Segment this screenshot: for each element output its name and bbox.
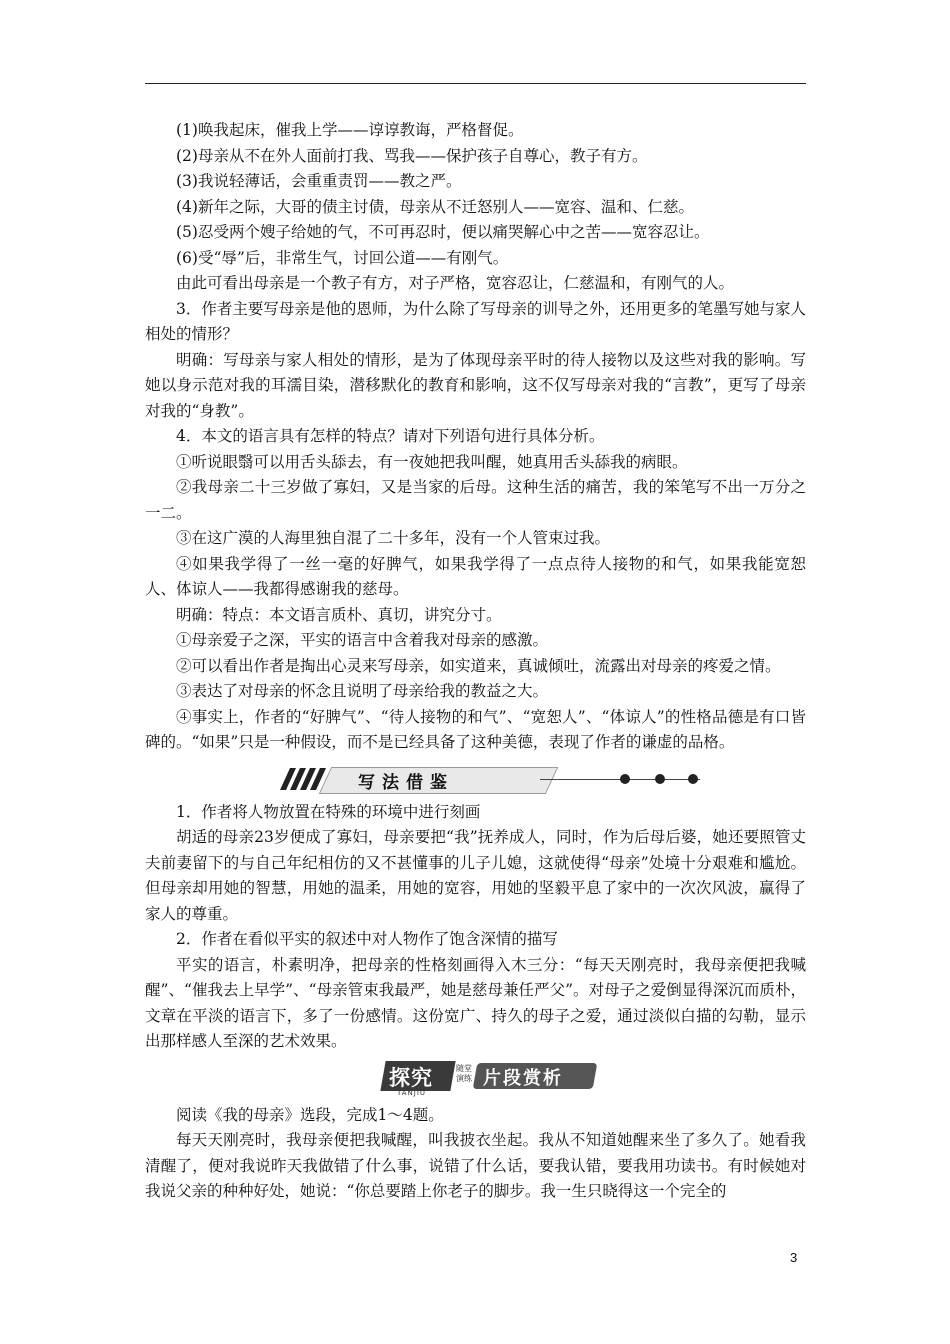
paragraph: 平实的语言，朴素明净，把母亲的性格刻画得入木三分：“每天天刚亮时，我母亲便把我喊醒”、“催我去上早学”、“母亲管束我最严，她是慈母兼任严父”。对母子之爱倒显得深沉而质朴，文章在平淡的语言下，多了一份感情。这份宽广、持久的母子之爱，通过淡似白描的勾勒，显示出那样感人至深的艺术效果。 bbox=[145, 955, 806, 1050]
paragraph: ③在这广漠的人海里独自混了二十多年，没有一个人管束过我。 bbox=[176, 529, 611, 547]
paragraph: (1)唤我起床，催我上学——谆谆教诲，严格督促。 bbox=[176, 121, 524, 139]
section-banner-writing bbox=[145, 762, 806, 798]
paragraph: 3．作者主要写母亲是他的恩师，为什么除了写母亲的训导之外，还用更多的笔墨写她与家人相处的情形？ bbox=[145, 299, 806, 343]
paragraph: 每天天刚亮时，我母亲便把我喊醒，叫我披衣坐起。我从不知道她醒来坐了多久了。她看我清醒了，便对我说昨天我做错了什么事，说错了什么话，要我认错，要我用功读书。有时候她对我说父亲的种种好处，她说：“你总要踏上你老子的脚步。我一生只晓得这一个完全的 bbox=[145, 1131, 806, 1200]
analysis-section bbox=[145, 118, 806, 756]
page-content bbox=[145, 118, 806, 1205]
paragraph: ③表达了对母亲的怀念且说明了母亲给我的教益之大。 bbox=[176, 682, 549, 700]
writing-section bbox=[145, 800, 806, 1055]
header-rule bbox=[145, 83, 806, 84]
paragraph: 1．作者将人物放置在特殊的环境中进行刻画 bbox=[176, 802, 481, 821]
banner-segment-title: 片段赏析 bbox=[483, 1067, 563, 1089]
banner-writing bbox=[280, 766, 700, 794]
banner-explore-english: TANJIU bbox=[397, 1088, 427, 1097]
paragraph: ①听说眼翳可以用舌头舔去，有一夜她把我叫醒，她真用舌头舔我的病眼。 bbox=[176, 452, 688, 471]
paragraph: (6)受“辱”后，非常生气，讨回公道——有刚气。 bbox=[176, 248, 509, 267]
section-banner-explore bbox=[145, 1061, 806, 1101]
paragraph: 胡适的母亲23岁便成了寡妇，母亲要把“我”抚养成人，同时，作为后母后婆，她还要照管丈夫前妻留下的与自己年纪相仿的又不甚懂事的儿子儿媳，这就使得“母亲”处境十分艰难和尴尬。但母亲却用她的智慧，用她的温柔，用她的宽容，用她的坚毅平息了家中的一次次风波，赢得了家人的尊重。 bbox=[145, 828, 806, 923]
banner-explore-title: 探究 bbox=[389, 1065, 433, 1090]
paragraph: 由此可看出母亲是一个教子有方，对子严格，宽容忍让，仁慈温和，有刚气的人。 bbox=[176, 274, 735, 292]
paragraph: (4)新年之际，大哥的债主讨债，母亲从不迁怒别人——宽容、温和、仁慈。 bbox=[176, 197, 694, 216]
paragraph: ②可以看出作者是掏出心灵来写母亲，如实道来，真诚倾吐，流露出对母亲的疼爱之情。 bbox=[176, 656, 781, 675]
banner-dot-icon bbox=[655, 774, 665, 784]
banner-sub1: 随堂 bbox=[456, 1063, 472, 1073]
paragraph: 4．本文的语言具有怎样的特点？请对下列语句进行具体分析。 bbox=[176, 427, 605, 445]
paragraph: 2．作者在看似平实的叙述中对人物作了饱含深情的描写 bbox=[176, 930, 558, 948]
paragraph: 明确：特点：本文语言质朴、真切，讲究分寸。 bbox=[176, 605, 502, 624]
banner-explore-sub bbox=[453, 1064, 475, 1084]
banner-sub2: 演练 bbox=[456, 1073, 472, 1083]
paragraph: (5)忍受两个嫂子给她的气，不可再忍时，便以痛哭解心中之苦——宽容忍让。 bbox=[176, 223, 710, 241]
paragraph: ④事实上，作者的“好脾气”、“待人接物的和气”、“宽恕人”、“体谅人”的性格品德是有口皆碑的。“如果”只是一种假设，而不是已经具备了这种美德，表现了作者的谦虚的品格。 bbox=[145, 707, 806, 751]
paragraph: (2)母亲从不在外人面前打我、骂我——保护孩子自尊心，教子有方。 bbox=[176, 146, 648, 165]
paragraph: 阅读《我的母亲》选段，完成1～4题。 bbox=[176, 1105, 444, 1124]
paragraph: 明确：写母亲与家人相处的情形，是为了体现母亲平时的待人接物以及这些对我的影响。写她以身示范对我的耳濡目染，潜移默化的教育和影响，这不仅写母亲对我的“言教”，更写了母亲对我的“身教”。 bbox=[145, 350, 806, 420]
paragraph: ①母亲爱子之深，平实的语言中含着我对母亲的感激。 bbox=[176, 631, 549, 649]
banner-dot-icon bbox=[620, 774, 630, 784]
banner-title: 写法借鉴 bbox=[358, 772, 454, 793]
banner-dot-icon bbox=[688, 774, 698, 784]
page-number: 3 bbox=[790, 1250, 798, 1265]
banner-explore bbox=[383, 1061, 603, 1097]
reading-section bbox=[145, 1103, 806, 1205]
paragraph: ②我母亲二十三岁做了寡妇，又是当家的后母。这种生活的痛苦，我的笨笔写不出一万分之一二。 bbox=[145, 478, 806, 522]
paragraph: ④如果我学得了一丝一毫的好脾气，如果我学得了一点点待人接物的和气，如果我能宽恕人、体谅人——我都得感谢我的慈母。 bbox=[145, 554, 806, 598]
paragraph: (3)我说轻薄话，会重重责罚——教之严。 bbox=[176, 172, 462, 190]
